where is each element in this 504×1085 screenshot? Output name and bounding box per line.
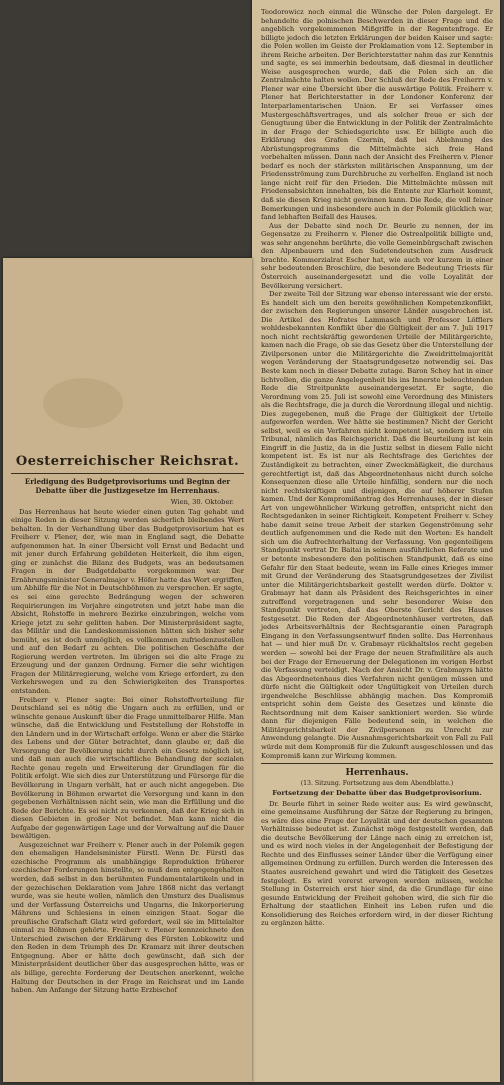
left-paragraph-2: Freiherr v. Plener sagte: Bei einer Rohstoffverteilung für Deutschland sei es nötig die Ungarn auch zu erfüllen, und er wünschte genaue Auskunft über die Frage unmittelbarer Hilfe. Man wünsche, daß die Entwicklung und Feststellung der Rohstoffe in den Ländern und in der Wirtschaft erfolge. Wenn er aber die Stärke des Lebens und der Güter betrachtet, dann glaube er, daß die Versorgung der Bevölkerung nicht durch ein Gesetz möglich ist, und daß man auch die wirtschaftliche Behandlung der sozialen Rechte genau regeln und Erweiterung der Grundlagen für die Politik erfolgt. Wie sich dies zur Unterstützung und Fürsorge für die Bevölkerung in Ungarn verhält, hat er auch nicht angegeben. Die Bevölkerung in Böhmen erwartet die Versorgung und kann in den gegebenen Verhältnissen nicht sein, wie man die Erfüllung und die Rede der Berichte. Es sei nicht zu verkennen, daß der Krieg sich in diesen Gebieten in großer Not befindet. Man kann nicht die Aufgabe der gegenwärtigen Lage und der Verwaltung auf die Dauer bewältigen. <box>11 695 244 841</box>
left-paragraph-1: Das Herrenhaus hat heute wieder einen guten Tag gehabt und einige Reden in dieser Sitzung werden sicherlich bleibendes Wert behalten. In der Verhandlung über das Budgetprovisorium hat es Freiherr v. Plener, der, wie man in England sagt, die Debatte aufgenommen hat. In einer Übersicht voll Ernst und Bedacht und mit jener durch Erfahrung gebildeten Heiterkeit, die ihm eigen, ging er zunächst die Bilanz des Budgets, was an bedeutsamen Fragen in der Budgetdebatte vorgekommen war. Der Ernährungsminister Generalmajor v. Höfer hatte das Wort ergriffen, um Abhilfe für die Not in Deutschböhmen zu versprechen. Er sagte, es sei eine gerechte Bedrängung wegen der schweren Requirierungen im Vorjahre eingetreten und jetzt habe man die Absicht, Rohstoffe in mehrere Bezirke einzubringen, welche vom Kriege jetzt zu sehr gelitten haben. Der Ministerpräsident sagte, das Militär und die Landeskommissionen hätten sich bisher sehr bemüht, es ist doch unmöglich, es vollkommen zufriedenzustellen und auf den Bedarf zu achten. Die politischen Geschäfte der Regierung werden vertreten. Im übrigen sei die alte Frage zu Erzeugung und der ganzen Ordnung. Ferner die sehr wichtigen Fragen der Militärregierung, welche vom Kriege erfordert, zu den Verkehrswegen und zu den Schwierigkeiten des Transportes entstanden. <box>11 507 244 695</box>
subheadline: Erledigung des Budgetprovisoriums und Beginn der Debatte über die Justizgesetze im Herrenhaus. <box>24 477 231 495</box>
left-paragraph-3: Ausgezeichnet war Freiherr v. Plener auch in der Polemik gegen den ehemaligen Handelsminister Fürstl. Wenn Dr. Fürstl das ezechische Programm als unabhängige Reproduktion früherer ezechischer Forderungen hinstellte, so muß dem entgegengehalten werden, daß selbst in den berühmten Fundamentalartikeln und in der gezechischen Deklaration vom Jahre 1868 nicht das verlangt wurde, was sie heute wollen, nämlich den Umsturz des Dualismus und der Verfassung Österreichs und Ungarns, die Inkorporierung Mährens und Schlesiens in einen einzigen Staat. Sogar die preußische Grafschaft Glatz wird gefordert, weil sie im Mittelalter einmal zu Böhmen gehörte. Freiherr v. Plener kennzeichnete den Unterschied zwischen der Erklärung des Fürsten Lobkowitz und den Reden in dem Triumph des Dr. Kramarz mit ihrer deutschen Entgegnung. Aber er hätte doch gewünscht, daß sich der Ministerpräsident deutlicher über das ausgesprochen hätte, was er als billige, gerechte Forderung der Deutschen anerkennt, welche Haltung der Deutschen in der Frage im Reichsrat und im Lande haben. Am Anfange der Sitzung hatte Erzbischof <box>11 840 244 995</box>
section-subtitle: Fortsetzung der Debatte über das Budgetprovisorium. <box>272 789 482 798</box>
right-newspaper-clipping <box>252 0 500 1082</box>
right-clipping-column <box>261 8 493 928</box>
section-divider <box>261 763 493 764</box>
right-paragraph-2: Aus der Debatte sind noch Dr. Beurle zu nennen, der im Gegensatze zu Freiherrn v. Plener die Ostrealpolitik billigte und, was sehr angenehm berührte, die volle Gemeinbürgschaft zwischen den Alpenbauern und den Sudetendeutschen zum Ausdruck brachte. Kommerzialrat Escher hat, wie auch vor kurzem in einer sehr bedeutenden Broschüre, die besondere Bedeutung Triests für Österreich auseinandergesetzt und die volle Loyalität der Bevölkerung versichert. <box>261 221 493 290</box>
paper-stain <box>43 378 123 428</box>
section-title-herrenhaus: Herrenhaus. <box>345 768 409 779</box>
section-paragraph: Dr. Beurle führt in seiner Rede weiter aus: Es wird gewünscht, eine gemeinsame Ausführung der Sätze der Regierung zu bringen, es wäre dies eine Frage der Loyalität und der deutschen gesamten Verhältnisse bedeutet ist. Zunächst möge festgestellt werden, daß die deutsche Bevölkerung der Länge nach einig zu erreichen ist, und es wird noch vieles in der Angelegenheit der Befestigung der Rechte und des Einflusses seiner Länder über die Verfügung einer allgemeinen Ordnung zu erfüllen. Durch werden die Interessen des Staates ausreichend gewahrt und wird die Tätigkeit des Gesetzes festgelegt. Es wird vorerst erwogen werden müssen, welche Stellung in Österreich erst hier sind, da die Grundlage für eine gesunde Entwicklung der Freiheit gehoben wird, die sich für die Erhaltung der staatlichen Einheit ins Leben rufen und die Konsolidierung des Reiches erfordern wird, in der dieser Richtung zu ergänzen hätte. <box>261 799 493 928</box>
left-newspaper-clipping <box>3 258 252 1082</box>
right-paragraph-1: Teodorowicz noch einmal die Wünsche der Polen dargelegt. Er behandelte die polnischen Beschwerden in dieser Frage und die angeblich vorgekommenen Mißgriffe in der Regentenfrage. Er billigte jedoch die letzten Erklärungen der beiden Kaiser und sagte: die Polen wollen im Geiste der Proklamation vom 12. September in ihrem Reiche arbeiten. Der Berichterstatter nahm das zur Kenntnis und sagte, es sei immerhin bedeutsam, daß diesmal in deutlicher Weise ausgesprochen wurde, daß die Polen sich an die Zentralmächte halten wollen. Der Schluß der Rede des Freiherrn v. Plener war eine Übersicht über die auswärtige Politik. Freiherr v. Plener hat Berichterstatter in der Londoner Konferenz der Interparlamentarischen Union. Er sei Verfasser eines Mustergeschäftsvertrages, und als solcher freue er sich der Genugtuung über die Entwicklung in der Politik der Zentralmächte in der Frage der Schiedsgerichte usw. Er billigte auch die Erklärung des Grafen Czernin, daß bei Ablehnung des Abrüstungsprogramms die Mittelmächte sich freie Hand vorbehalten müssen. Dann nach der Ansicht des Freiherrn v. Plener bedarf es noch der stärksten militärischen Anspannung, um der Friedensströmung zum Durchbruche zu verhelfen. England ist noch lange nicht reif für den Frieden. Die Mittelmächte müssen mit Friedensabsichten innehalten, bis die Entente zur Klarheit kommt, daß sie diesen Krieg nicht gewinnen kann. Die Rede, die voll feiner Bemerkungen und insbesondere auch in der Polemik glücklich war, fand lebhaften Beifall des Hauses. <box>261 8 493 222</box>
section-note: (13. Sitzung. Fortsetzung aus dem Abendblatte.) <box>300 780 454 788</box>
dateline: Wien, 30. Oktober. <box>170 498 234 506</box>
headline: Oesterreichischer Reichsrat. <box>15 454 240 469</box>
right-paragraph-3: Der zweite Teil der Sitzung war ebenso interessant wie der erste. Es handelt sich um den bereits gewöhnlichen Kompetenzkonflikt, der zwischen den Regierungen unserer Länder ausgebrochen ist. Die Artikel des Hofrates Lammasch und Professor Löfflers wohldesbekannten Konflikt über die Gültigkeit der am 7. Juli 1917 noch nicht rechtskräftig gewordenen Urteile der Militärgerichte, kamen nach die Frage, ob sie das Gesetz über die Unterstellung der Zivilpersonen unter die Militärgerichte die Zweidrittelmajorität wegen Veränderung der Staatsgrundgesetze notwendig sei. Das Beste kam noch in dieser Debatte zutage. Baron Schey hat in einer lichtvollen, die ganze Angelegenheit bis ins Innerste beleuchtenden Rede die Streitpunkte auseinandergesetzt. Er sagte, die Verordnung vom 25. Juli ist sowohl eine Verordnung des Ministers als die Rechtsfrage, die ja durch die Verordnung illegal und nichtig. Dies zugegebenen, muß die Frage der Gültigkeit der Urteile aufgeworfen werden. Wer hätte sie bestimmen? Nicht der Gericht selbst, weil es ein Verfahren nicht kompetent ist, sondern nur ein Tribunal, nämlich das Reichsgericht. Daß die Beurteilung ist kein Eingriff in die Justiz, da in die Justiz selbst in diesem Falle nicht kompetent ist. Es ist nur als Rechtsfrage des Gerichtes der Zuständigkeit zu betrachten, einer Zweckmäßigkeit, die durchaus gerechtfertigt ist, daß das Abgeordnetenhaus nicht durch solche Konsequenzen diese alle Urteile hinfällig, sondern nur die noch nicht rechtskräftigen und diejenigen, die auf höherer Stufen kamen. Und der Kompromißantrag des Herrenhauses, der in dieser Art von ungewöhnlicher Wirkung getroffen, entspricht nicht den Rechtsgedanken in seiner Richtigkeit. Kompetent Freiherr v. Schey habe damit seine treue Arbeit der starken Gegenströmung sehr deutlich aufgenommen und die Rede mit den Worten: Es handelt sich um die Aufrechterhaltung der Verfassung. Von gegenteiligem Standpunkt vertrat Dr. Baitai in seinem ausführlichen Referate und er betonte insbesondere den politischen Standpunkt, daß es eine Gefahr für den Staat bedeute, wenn im Falle eines Krieges immer mit Grund der Veränderung des Staatsgrundgesetzes der Zivilist unter die Militärgerichtsbarkeit gestellt werden dürfe. Doktor v. Grabmayr hat dann als Präsident des Reichsgerichtes in einer zutreffend vorgetragenen und sehr besonderer Weise den Standpunkt vertreten, daß das Oberste Gericht des Hauses festgesetzt. Die Reden der Abgeordnetenhäuser vertreten, daß jedes Arbeitsverhältnis der Rechtsgarantie einen Paragraph Eingang in den Verfassungsentwurf finden sollte. Das Herrenhaus hat — und hier muß Dr. v. Grabmayr rückhaltslos recht gegeben werden — sowohl bei der Frage der neuen Strafmilitäre als auch bei der Frage der Erneuerung der Delegationen im vorigen Herbst die Verfassung verteidigt. Nach der Ansicht Dr. v. Grabmayrs hätte das Abgeordnetenhaus dies Verfahren nicht genügen müssen und dürfe nicht die Gültigkeit oder Ungültigkeit von Urteilen durch irgendwelche Beschlüsse abhängig machen. Das Kompromiß entspricht sohin dem Geiste des Gesetzes und könnte die Rechtsordnung mit dem Kaiser sanktioniert werden. Sie würde dann für diejenigen Fälle bedeutend sein, in welchen die Militärgerichtsbarkeit der Zivilpersonen zu Unrecht zur Anwendung gelangte. Die Ausnahmsgerichtsbarkeit von Fall zu Fall würde mit dem Kompromiß für die Zukunft ausgeschlossen und das Kompromiß kann zur Wirkung kommen. <box>261 290 493 760</box>
left-clipping-column <box>11 454 244 995</box>
headline-divider <box>11 473 244 474</box>
